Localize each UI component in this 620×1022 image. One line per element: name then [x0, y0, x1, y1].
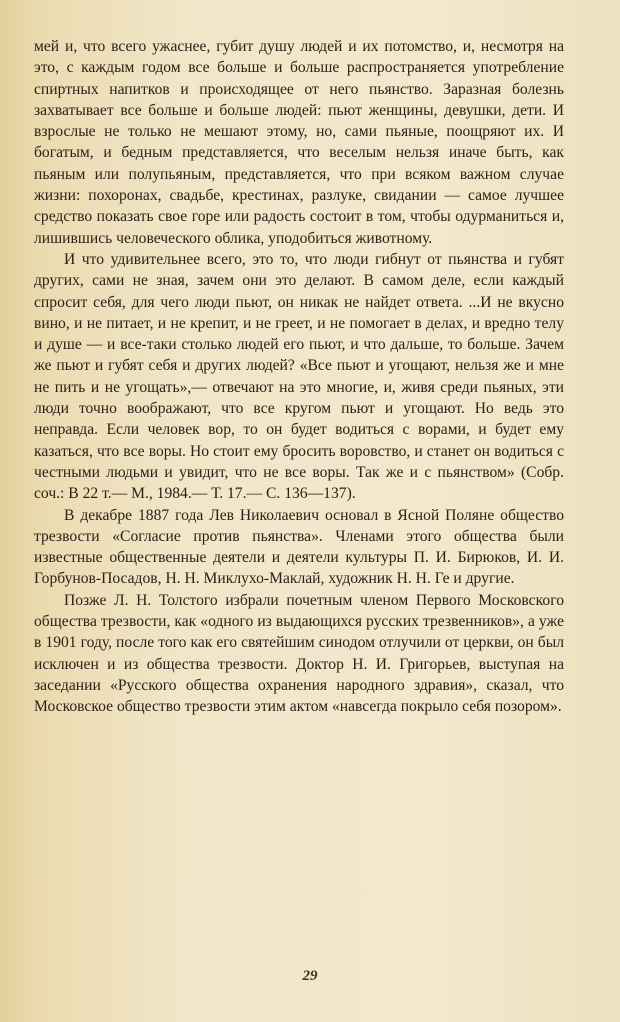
page-number: 29 — [302, 968, 318, 984]
body-text — [34, 36, 564, 718]
paragraph-moscow-society: Позже Л. Н. Толстого избрали почетным членом Первого Московского общества трезвости, как «одного из выдающихся русских трезвенников», а уже в 1901 году, после того как его святейшим синодом отлучили от церкви, он был исключен и из общества трезвости. Доктор Н. И. Григорьев, выступая на заседании «Русского общества охранения народного здравия», сказал, что Московское общество трезвости этим актом «навсегда покрыло себя позором». — [34, 591, 564, 716]
paragraph-yasnaya-polyana: В декабре 1887 года Лев Николаевич основал в Ясной Поляне общество трезвости «Согласие против пьянства». Членами этого общества были известные общественные деятели и деятели культуры П. И. Бирюков, И. И. Горбунов-Посадов, Н. Н. Миклухо-Маклай, художник Н. Н. Ге и другие. — [34, 506, 564, 588]
paragraph-continuation: мей и, что всего ужаснее, губит душу людей и их потомство, и, несмотря на это, с каждым годом все больше и больше распространяется употребление спиртных напитков и происходящее от него пьянство. Заразная болезнь захватывает все больше и больше людей: пьют женщины, девушки, дети. И взрослые не только не мешают этому, но, сами пьяные, поощряют их. И богатым, и бедным представляется, что веселым нельзя иначе быть, как пьяным или полупьяным, представляется, что при всяком важном случае жизни: похоронах, свадьбе, крестинах, разлуке, свидании — самое лучшее средство показать свое горе или радость состоит в том, чтобы одурманиться и, лишившись человеческого облика, уподобиться животному. — [34, 38, 564, 247]
paragraph-quote: И что удивительнее всего, это то, что люди гибнут от пьянства и губят других, сами не зная, зачем они это делают. В самом деле, если каждый спросит себя, для чего люди пьют, он никак не найдет ответа. ...И не вкусно вино, и не питает, и не крепит, и не греет, и не помогает в делах, и вредно телу и душе — и все-таки столько людей его пьют, и что дальше, то больше. Зачем же пьют и губят себя и других людей? «Все пьют и угощают, нельзя же и мне не пить и не угощать»,— отвечают на это многие, и, живя среди пьяных, эти люди точно воображают, что все кругом пьют и угощают. Но ведь это неправда. Если человек вор, то он будет водиться с ворами, и будет ему казаться, что все воры. Но стоит ему бросить воровство, и станет он водиться с честными людьми и увидит, что не все воры. Так же и с пьянством» (Собр. соч.: В 22 т.— М., 1984.— Т. 17.— С. 136—137). — [34, 250, 564, 503]
